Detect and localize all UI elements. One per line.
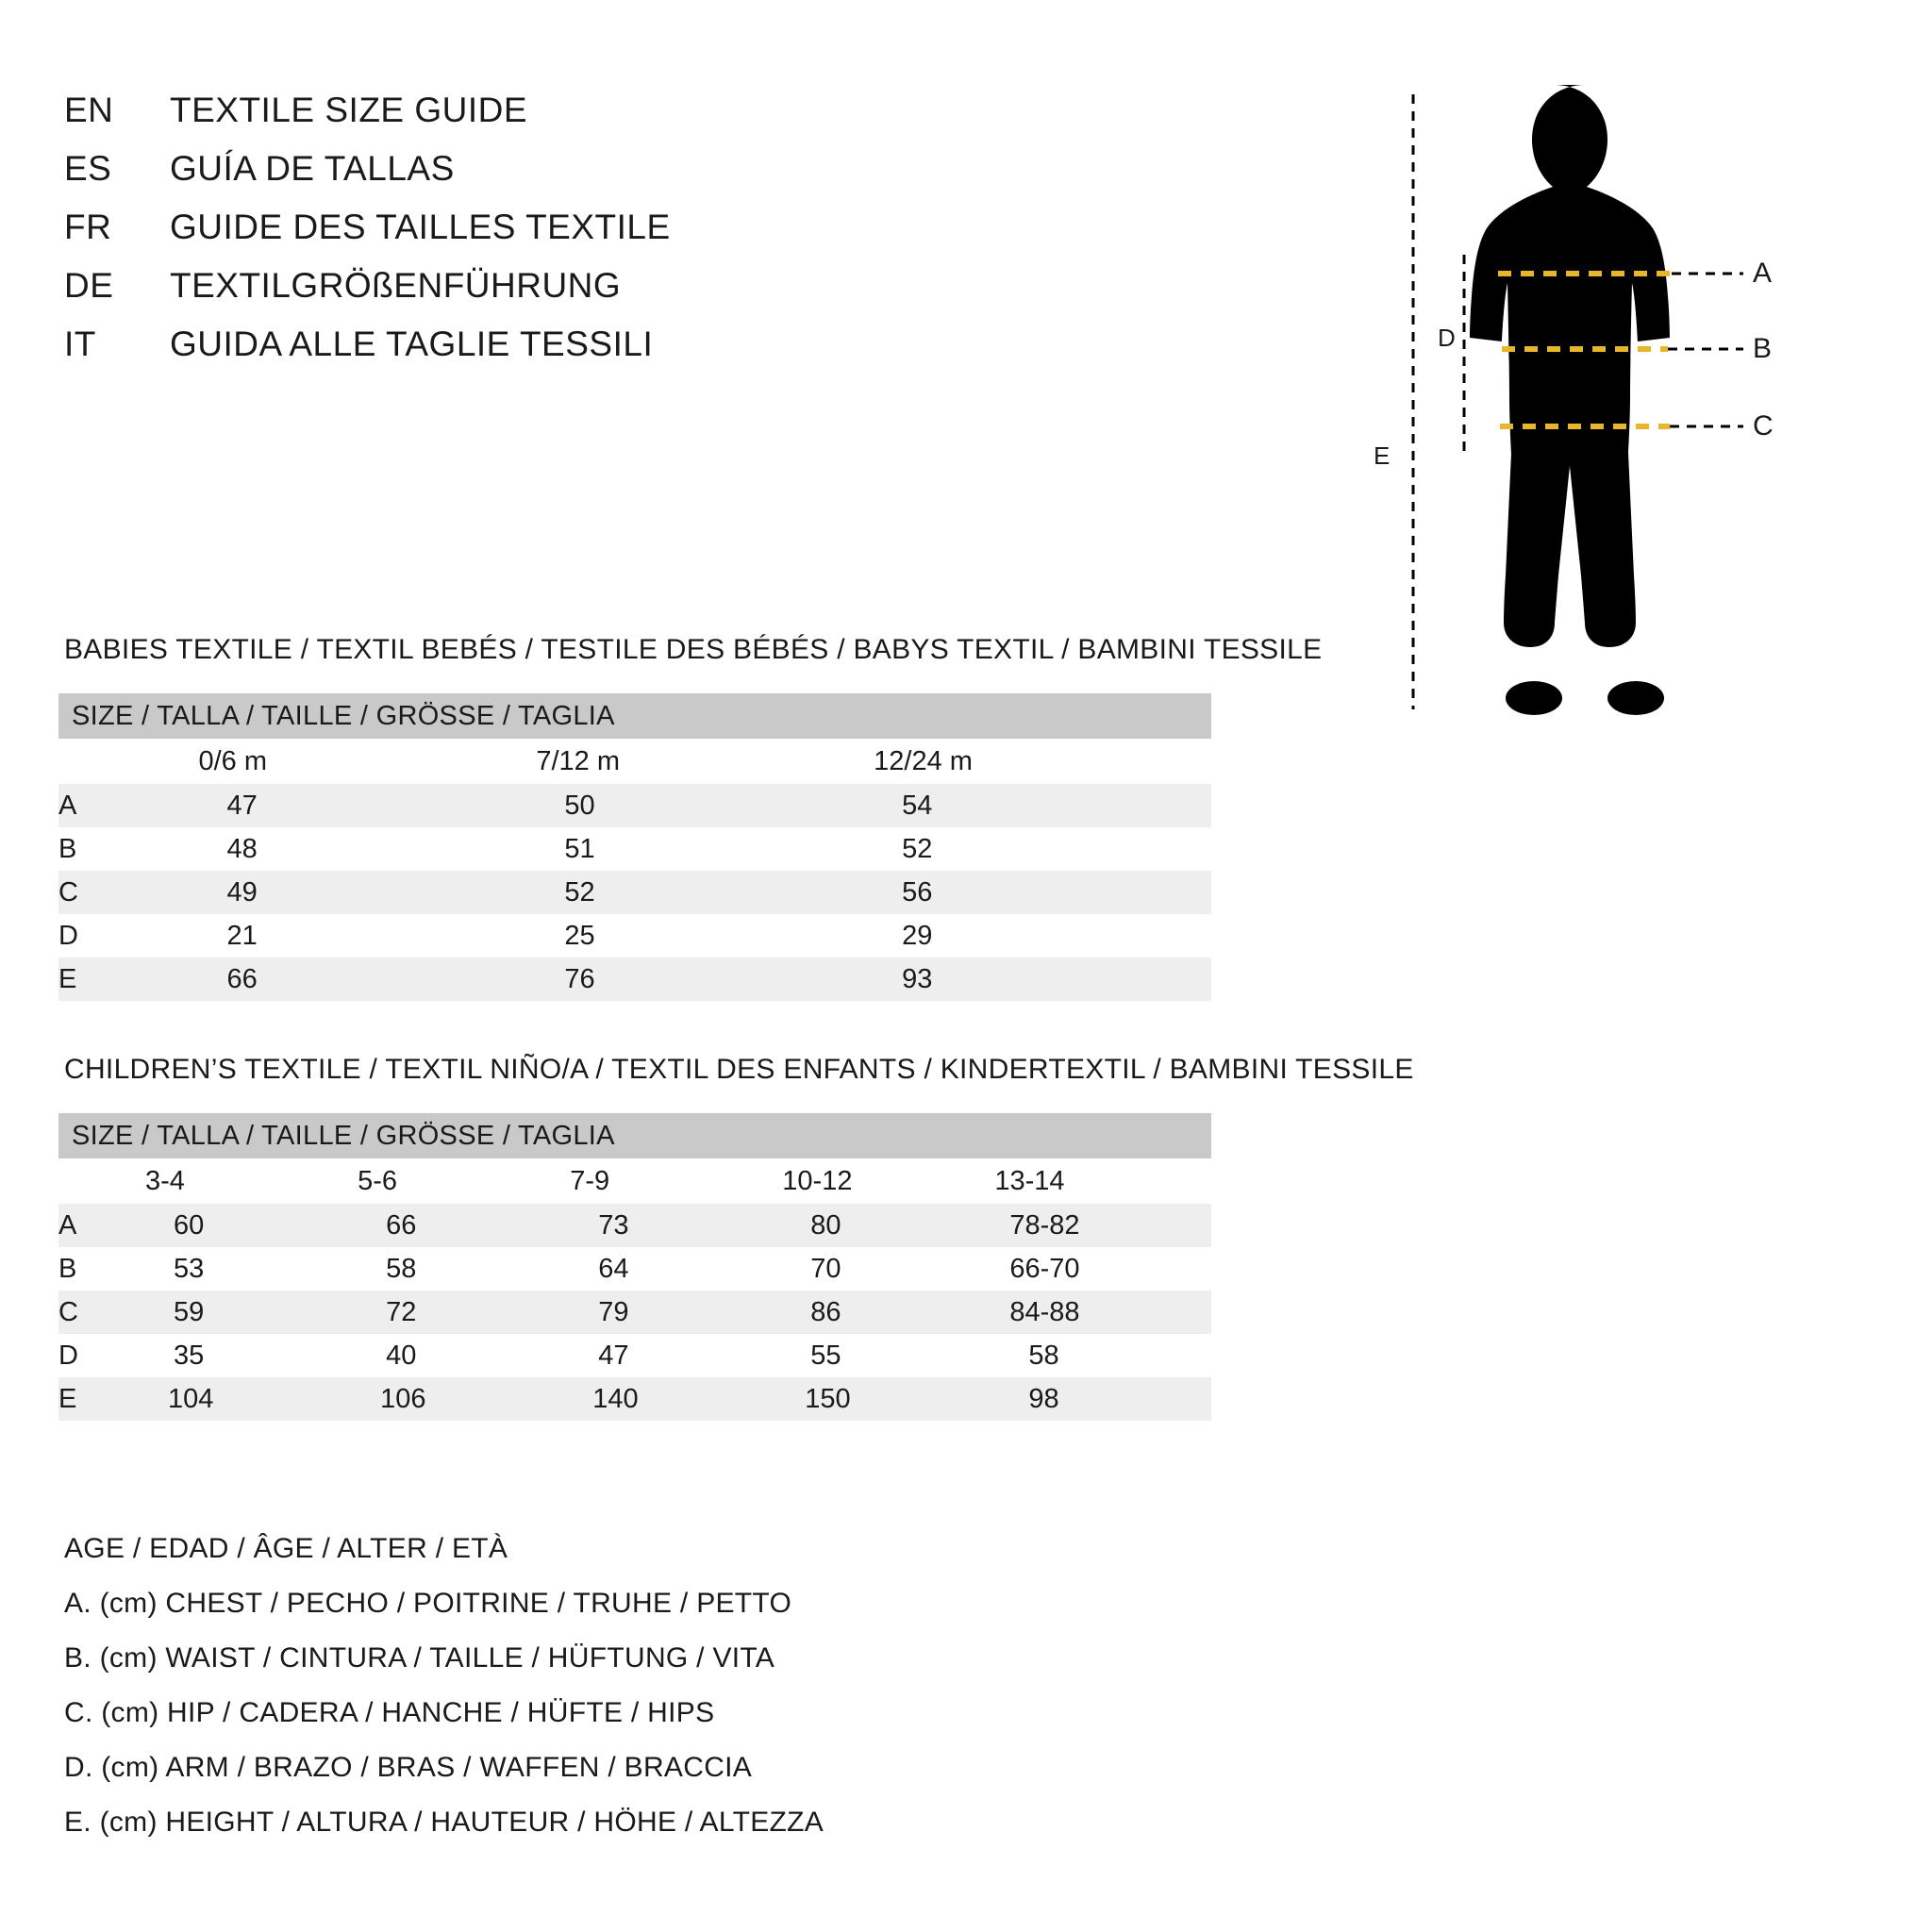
children-cell-d-3: 55 <box>782 1334 994 1377</box>
children-col-4: 13-14 <box>994 1158 1211 1204</box>
children-row-label-c: C <box>58 1291 145 1334</box>
children-col-blank <box>58 1158 145 1204</box>
children-cell-c-4: 84-88 <box>994 1291 1211 1334</box>
babies-cell-b-0: 48 <box>199 827 537 871</box>
babies-col-1: 7/12 m <box>536 739 874 784</box>
children-column-row <box>58 1158 1211 1204</box>
table-row <box>58 1291 1211 1334</box>
child-silhouette-icon <box>1470 85 1670 715</box>
children-cell-e-2: 140 <box>570 1377 782 1421</box>
children-row-label-d: D <box>58 1334 145 1377</box>
children-cell-b-0: 53 <box>145 1247 358 1291</box>
table-row <box>58 784 1211 827</box>
children-cell-a-2: 73 <box>570 1204 782 1247</box>
babies-cell-a-1: 50 <box>536 784 874 827</box>
children-cell-a-3: 80 <box>782 1204 994 1247</box>
table-row <box>58 1334 1211 1377</box>
children-cell-c-2: 79 <box>570 1291 782 1334</box>
table-row <box>58 827 1211 871</box>
figure-label-e: E <box>1374 441 1391 470</box>
children-section-heading: CHILDREN’S TEXTILE / TEXTIL NIÑO/A / TEXTIL DES ENFANTS / KINDERTEXTIL / BAMBINI TESSILE <box>64 1054 1414 1085</box>
table-row <box>58 958 1211 1001</box>
table-row <box>58 1247 1211 1291</box>
title-block <box>64 91 989 383</box>
title-row-de <box>64 266 989 325</box>
title-row-fr <box>64 208 989 266</box>
children-row-label-e: E <box>58 1377 145 1421</box>
children-col-1: 5-6 <box>358 1158 570 1204</box>
figure-label-a: A <box>1753 258 1773 289</box>
babies-section-heading: BABIES TEXTILE / TEXTIL BEBÉS / TESTILE DES BÉBÉS / BABYS TEXTIL / BAMBINI TESSILE <box>64 634 1323 665</box>
table-row <box>58 871 1211 914</box>
children-size-table <box>58 1113 1211 1421</box>
babies-cell-e-1: 76 <box>536 958 874 1001</box>
children-row-label-b: B <box>58 1247 145 1291</box>
title-text-it: GUIDA ALLE TAGLIE TESSILI <box>170 325 654 363</box>
children-size-header: SIZE / TALLA / TAILLE / GRÖSSE / TAGLIA <box>58 1113 1211 1158</box>
children-cell-d-4: 58 <box>994 1334 1211 1377</box>
title-row-es <box>64 149 989 208</box>
table-row <box>58 1204 1211 1247</box>
title-text-es: GUÍA DE TALLAS <box>170 149 455 188</box>
children-col-2: 7-9 <box>570 1158 782 1204</box>
babies-cell-a-2: 54 <box>874 784 1211 827</box>
title-row-en <box>64 91 989 149</box>
title-lang-it: IT <box>64 325 96 363</box>
measurement-figure <box>1374 75 1868 736</box>
children-cell-a-1: 66 <box>358 1204 570 1247</box>
children-cell-a-4: 78-82 <box>994 1204 1211 1247</box>
title-lang-fr: FR <box>64 208 112 246</box>
babies-cell-a-0: 47 <box>199 784 537 827</box>
title-text-de: TEXTILGRÖßENFÜHRUNG <box>170 266 622 305</box>
table-row <box>58 914 1211 958</box>
legend-line-a-chest: A. (cm) CHEST / PECHO / POITRINE / TRUHE / PETTO <box>64 1588 792 1619</box>
children-cell-b-3: 70 <box>782 1247 994 1291</box>
babies-cell-b-2: 52 <box>874 827 1211 871</box>
legend-line-b-waist: B. (cm) WAIST / CINTURA / TAILLE / HÜFTUNG / VITA <box>64 1642 775 1674</box>
title-lang-es: ES <box>64 149 112 188</box>
figure-label-d: D <box>1438 324 1456 352</box>
children-cell-a-0: 60 <box>145 1204 358 1247</box>
babies-col-0: 0/6 m <box>199 739 537 784</box>
babies-cell-c-0: 49 <box>199 871 537 914</box>
babies-row-label-e: E <box>58 958 199 1001</box>
table-row <box>58 1377 1211 1421</box>
babies-cell-d-2: 29 <box>874 914 1211 958</box>
legend-line-d-arm: D. (cm) ARM / BRAZO / BRAS / WAFFEN / BRACCIA <box>64 1752 753 1783</box>
children-cell-d-0: 35 <box>145 1334 358 1377</box>
children-row-label-a: A <box>58 1204 145 1247</box>
children-table-header-row <box>58 1113 1211 1158</box>
figure-label-c: C <box>1753 410 1774 441</box>
babies-col-blank <box>58 739 199 784</box>
title-lang-de: DE <box>64 266 114 305</box>
babies-column-row <box>58 739 1211 784</box>
babies-row-label-d: D <box>58 914 199 958</box>
legend-line-c-hip: C. (cm) HIP / CADERA / HANCHE / HÜFTE / HIPS <box>64 1697 715 1728</box>
children-col-0: 3-4 <box>145 1158 358 1204</box>
babies-col-2: 12/24 m <box>874 739 1211 784</box>
children-cell-e-0: 104 <box>145 1377 358 1421</box>
children-cell-c-0: 59 <box>145 1291 358 1334</box>
babies-row-label-c: C <box>58 871 199 914</box>
children-cell-b-4: 66-70 <box>994 1247 1211 1291</box>
babies-cell-d-0: 21 <box>199 914 537 958</box>
children-cell-c-1: 72 <box>358 1291 570 1334</box>
children-col-3: 10-12 <box>782 1158 994 1204</box>
babies-cell-e-0: 66 <box>199 958 537 1001</box>
babies-row-label-b: B <box>58 827 199 871</box>
babies-row-label-a: A <box>58 784 199 827</box>
children-cell-e-4: 98 <box>994 1377 1211 1421</box>
legend-line-age: AGE / EDAD / ÂGE / ALTER / ETÀ <box>64 1533 508 1564</box>
children-cell-d-2: 47 <box>570 1334 782 1377</box>
babies-cell-c-1: 52 <box>536 871 874 914</box>
title-lang-en: EN <box>64 91 114 129</box>
children-cell-e-1: 106 <box>358 1377 570 1421</box>
babies-cell-e-2: 93 <box>874 958 1211 1001</box>
babies-cell-b-1: 51 <box>536 827 874 871</box>
babies-table-header-row <box>58 693 1211 739</box>
babies-size-header: SIZE / TALLA / TAILLE / GRÖSSE / TAGLIA <box>58 693 1211 739</box>
figure-label-b: B <box>1753 333 1773 364</box>
children-cell-c-3: 86 <box>782 1291 994 1334</box>
title-text-en: TEXTILE SIZE GUIDE <box>170 91 528 129</box>
measurement-legend <box>64 1522 1196 1850</box>
children-cell-d-1: 40 <box>358 1334 570 1377</box>
children-cell-b-1: 58 <box>358 1247 570 1291</box>
babies-cell-c-2: 56 <box>874 871 1211 914</box>
title-row-it <box>64 325 989 383</box>
babies-size-table <box>58 693 1211 1001</box>
title-text-fr: GUIDE DES TAILLES TEXTILE <box>170 208 671 246</box>
babies-cell-d-1: 25 <box>536 914 874 958</box>
children-cell-e-3: 150 <box>782 1377 994 1421</box>
children-cell-b-2: 64 <box>570 1247 782 1291</box>
legend-line-e-height: E. (cm) HEIGHT / ALTURA / HAUTEUR / HÖHE / ALTEZZA <box>64 1807 824 1838</box>
